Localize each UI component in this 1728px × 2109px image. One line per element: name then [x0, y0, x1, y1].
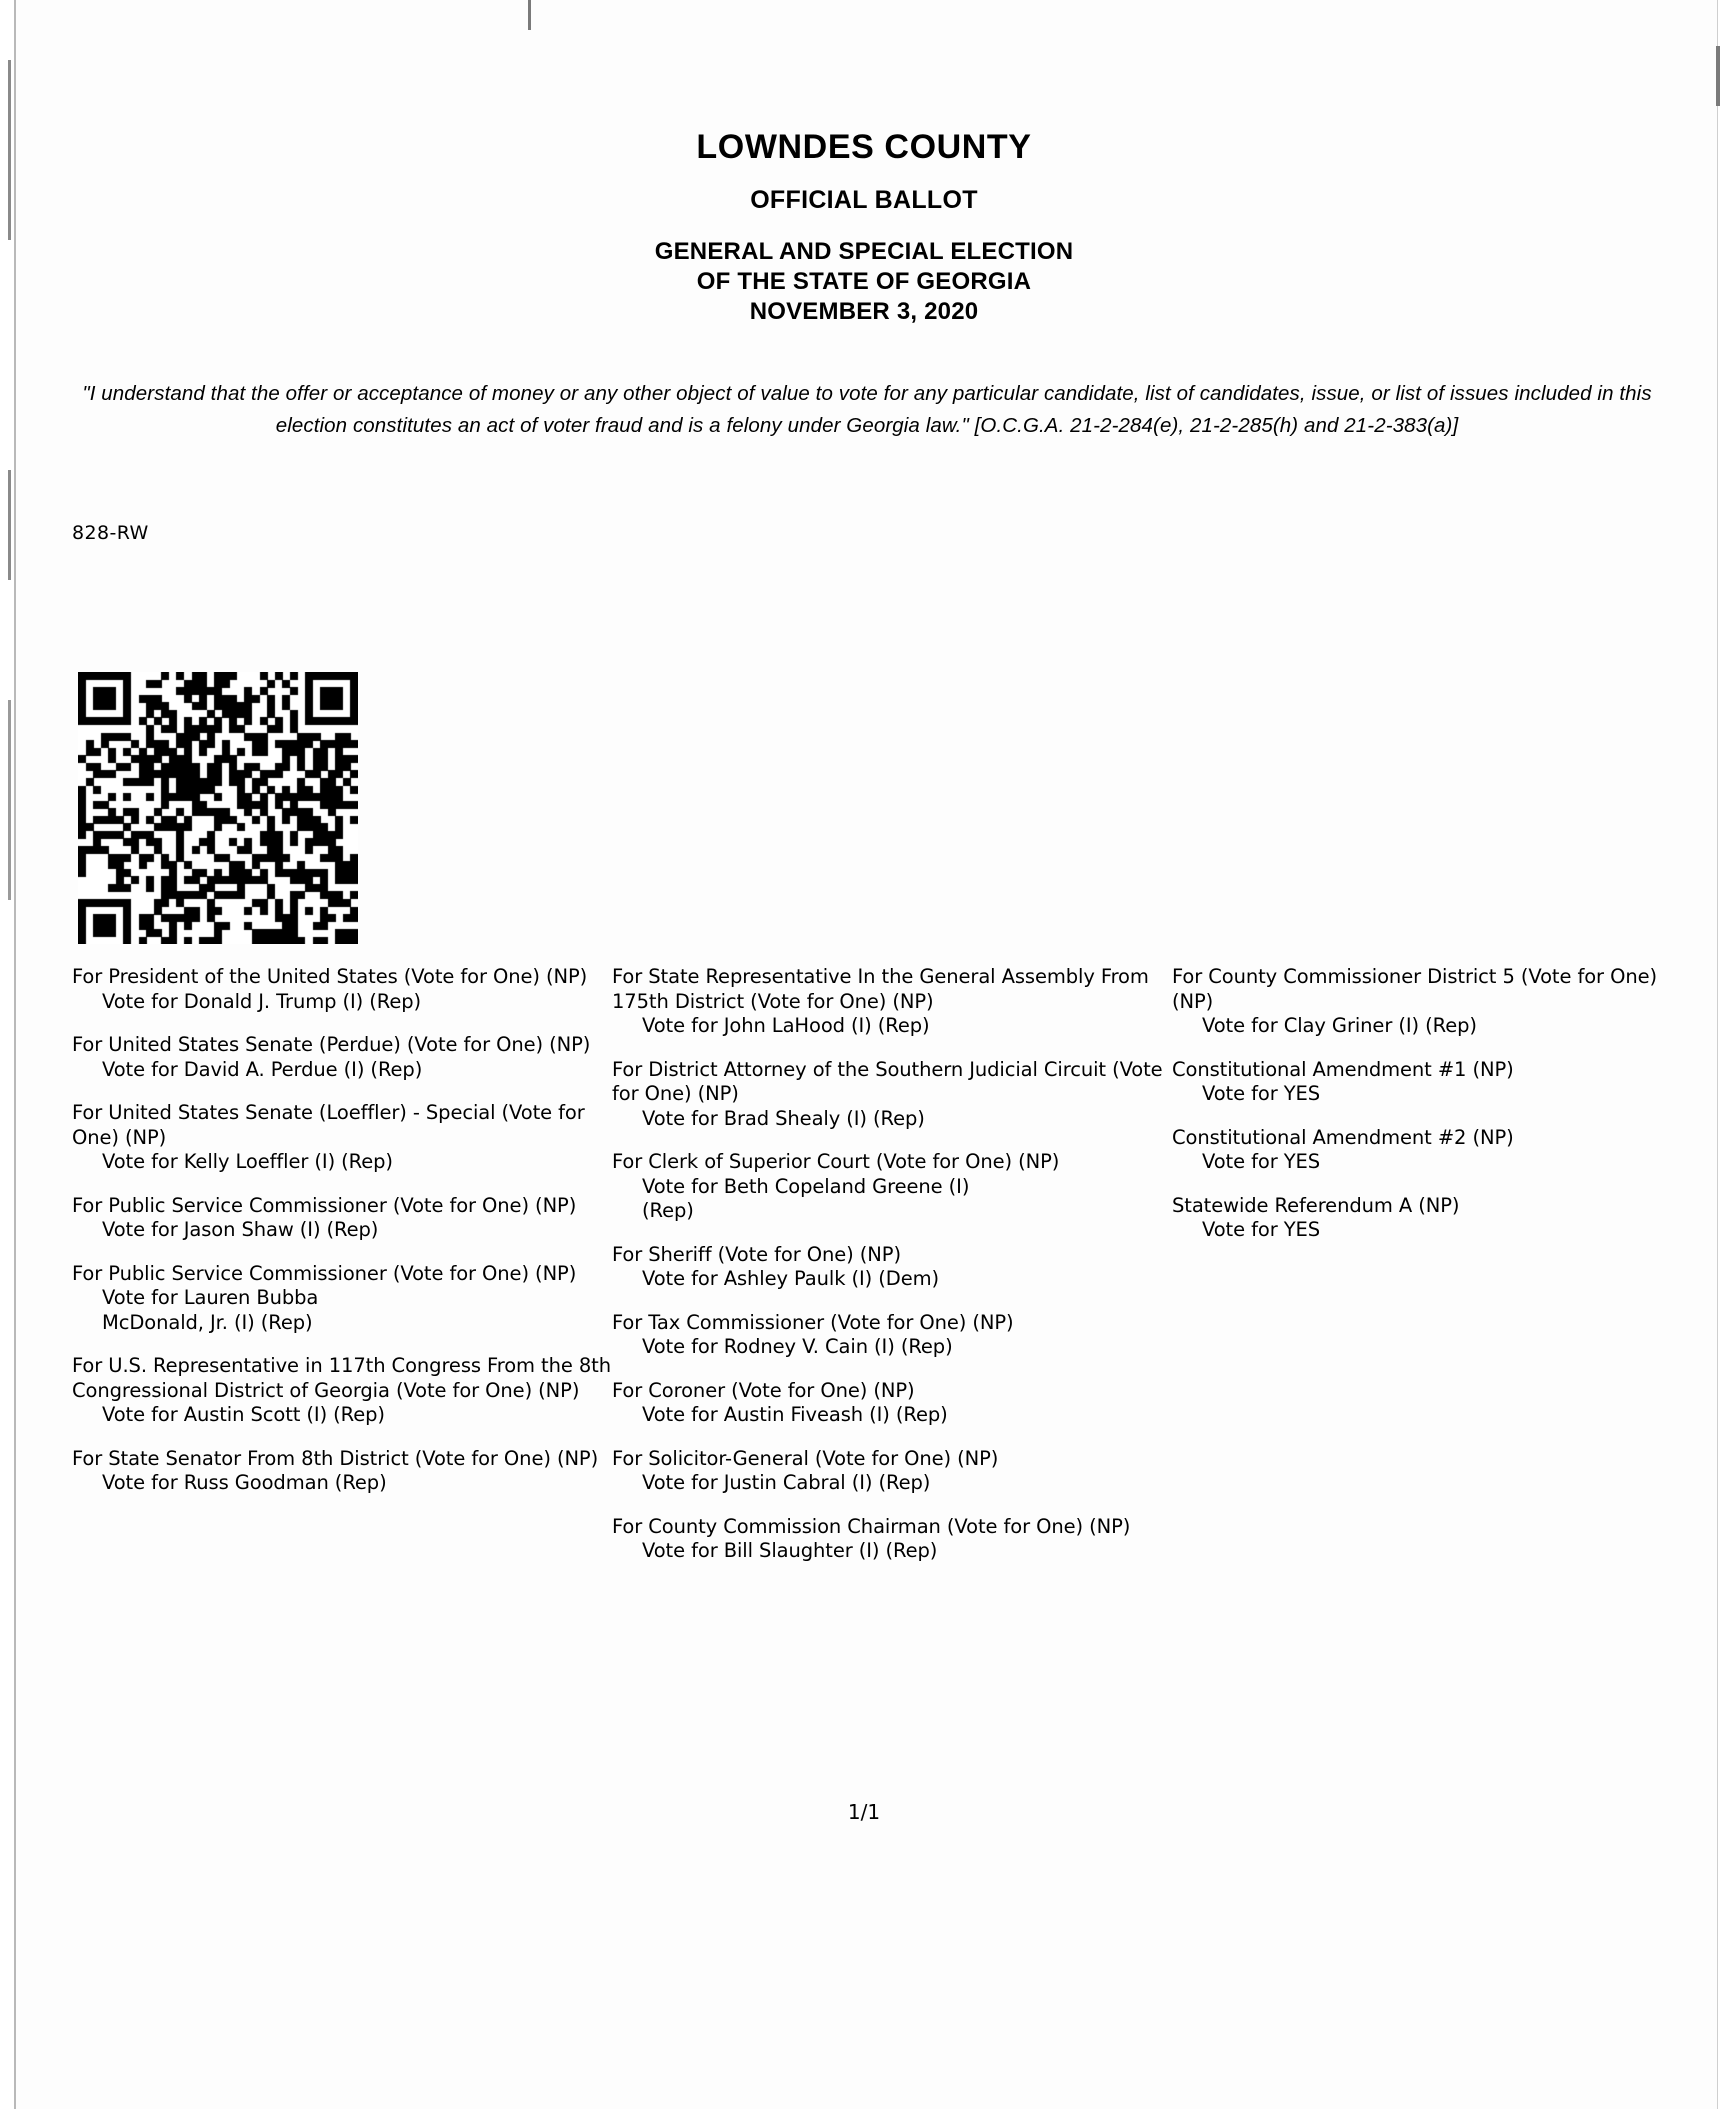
page-number: 1/1 — [847, 1800, 881, 1824]
contest-title: Constitutional Amendment #2 (NP) — [1172, 1125, 1514, 1149]
contest-selection: Vote for Austin Fiveash (I) (Rep) — [642, 1403, 948, 1426]
election-title-line-1: GENERAL AND SPECIAL ELECTION — [654, 238, 1074, 265]
contest-title: For District Attorney of the Southern Judicial Circuit (Vote for One) (NP) — [612, 1057, 1163, 1105]
contest-block — [1172, 1058, 1662, 1107]
contest-title: For State Senator From 8th District (Vote for One) (NP) — [72, 1446, 599, 1470]
contest-title: For Clerk of Superior Court (Vote for One) (NP) — [612, 1150, 1060, 1173]
contest-block — [72, 1447, 612, 1496]
contest-selection: McDonald, Jr. (I) (Rep) — [102, 1310, 313, 1334]
scan-artifact-mark — [1716, 46, 1720, 106]
contest-block — [612, 1515, 1167, 1564]
contest-columns — [72, 965, 1662, 1755]
ballot-qr-code — [78, 672, 358, 944]
scan-artifact-mark — [528, 0, 531, 30]
scan-artifact-mark — [8, 700, 11, 900]
election-title-line-2: OF THE STATE OF GEORGIA — [696, 268, 1032, 295]
contest-block — [72, 1033, 612, 1082]
ballot-header — [0, 128, 1728, 327]
voter-oath-text: "I understand that the offer or acceptance of money or any other object of value to vote for any particular candidate, list of candidates, issue, or list of issues included in this election constitutes an act of voter fraud and is a felony under Georgia law." [O.C.G.A. 21-2-284(e), 21-2-285(h) and 21-2-383(a)] — [82, 382, 1652, 437]
contest-title: For Tax Commissioner (Vote for One) (NP) — [612, 1310, 1014, 1334]
contest-title: Statewide Referendum A (NP) — [1172, 1193, 1460, 1217]
contest-selection: Vote for YES — [1202, 1082, 1321, 1105]
contest-title: For County Commission Chairman (Vote for One) (NP) — [612, 1514, 1131, 1538]
contest-block — [72, 1354, 612, 1428]
contest-block — [612, 1058, 1167, 1132]
contest-title: For U.S. Representative in 117th Congress From the 8th Congressional District of Georgia (Vote for One) (NP) — [72, 1354, 611, 1402]
contest-column-1 — [72, 965, 612, 1515]
contest-selection: Vote for Jason Shaw (I) (Rep) — [102, 1218, 379, 1241]
contest-selection: Vote for Austin Scott (I) (Rep) — [102, 1403, 385, 1426]
contest-selection: Vote for YES — [1202, 1150, 1321, 1173]
contest-selection: (Rep) — [642, 1199, 694, 1222]
contest-title: For Public Service Commissioner (Vote for One) (NP) — [72, 1193, 577, 1217]
contest-title: For President of the United States (Vote for One) (NP) — [72, 965, 588, 988]
contest-block — [612, 1379, 1167, 1428]
contest-block — [612, 1150, 1167, 1224]
contest-selection: Vote for Clay Griner (I) (Rep) — [1202, 1014, 1477, 1037]
official-ballot-label: OFFICIAL BALLOT — [750, 186, 978, 214]
contest-title: Constitutional Amendment #1 (NP) — [1172, 1057, 1514, 1081]
contest-column-2 — [612, 965, 1167, 1583]
contest-selection: Vote for Ashley Paulk (I) (Dem) — [642, 1267, 940, 1290]
contest-title: For Solicitor-General (Vote for One) (NP) — [612, 1446, 999, 1470]
contest-block — [1172, 965, 1662, 1039]
contest-selection: Vote for Beth Copeland Greene (I) — [642, 1174, 970, 1198]
contest-selection: Vote for Kelly Loeffler (I) (Rep) — [102, 1150, 393, 1173]
contest-selection: Vote for John LaHood (I) (Rep) — [642, 1014, 930, 1037]
contest-block — [72, 965, 612, 1014]
contest-block — [612, 1447, 1167, 1496]
contest-block — [612, 1243, 1167, 1292]
contest-selection: Vote for YES — [1202, 1218, 1321, 1241]
contest-block — [72, 1262, 612, 1336]
contest-title: For County Commissioner District 5 (Vote for One) (NP) — [1172, 965, 1657, 1013]
contest-title: For Sheriff (Vote for One) (NP) — [612, 1242, 901, 1266]
contest-selection: Vote for Lauren Bubba — [102, 1286, 319, 1309]
contest-title: For Coroner (Vote for One) (NP) — [612, 1378, 915, 1402]
contest-block — [72, 1194, 612, 1243]
contest-block — [1172, 1194, 1662, 1243]
contest-selection: Vote for David A. Perdue (I) (Rep) — [102, 1057, 423, 1081]
county-title: LOWNDES COUNTY — [696, 128, 1032, 166]
contest-title: For United States Senate (Perdue) (Vote for One) (NP) — [72, 1033, 591, 1056]
contest-selection: Vote for Russ Goodman (Rep) — [102, 1471, 387, 1494]
contest-selection: Vote for Donald J. Trump (I) (Rep) — [102, 989, 422, 1013]
contest-title: For State Representative In the General Assembly From 175th District (Vote for One) (NP) — [612, 965, 1149, 1013]
contest-block — [72, 1101, 612, 1175]
contest-title: For United States Senate (Loeffler) - Special (Vote for One) (NP) — [72, 1101, 585, 1149]
contest-block — [612, 1311, 1167, 1360]
contest-selection: Vote for Brad Shealy (I) (Rep) — [642, 1106, 925, 1130]
scan-artifact-mark — [8, 470, 11, 580]
contest-block — [612, 965, 1167, 1039]
election-date: NOVEMBER 3, 2020 — [749, 298, 979, 325]
contest-selection: Vote for Bill Slaughter (I) (Rep) — [642, 1539, 938, 1562]
contest-selection: Vote for Rodney V. Cain (I) (Rep) — [642, 1335, 953, 1358]
contest-selection: Vote for Justin Cabral (I) (Rep) — [642, 1471, 931, 1494]
ballot-style-id: 828-RW — [72, 522, 149, 544]
contest-title: For Public Service Commissioner (Vote for One) (NP) — [72, 1261, 577, 1285]
contest-column-3 — [1172, 965, 1662, 1262]
contest-block — [1172, 1126, 1662, 1175]
